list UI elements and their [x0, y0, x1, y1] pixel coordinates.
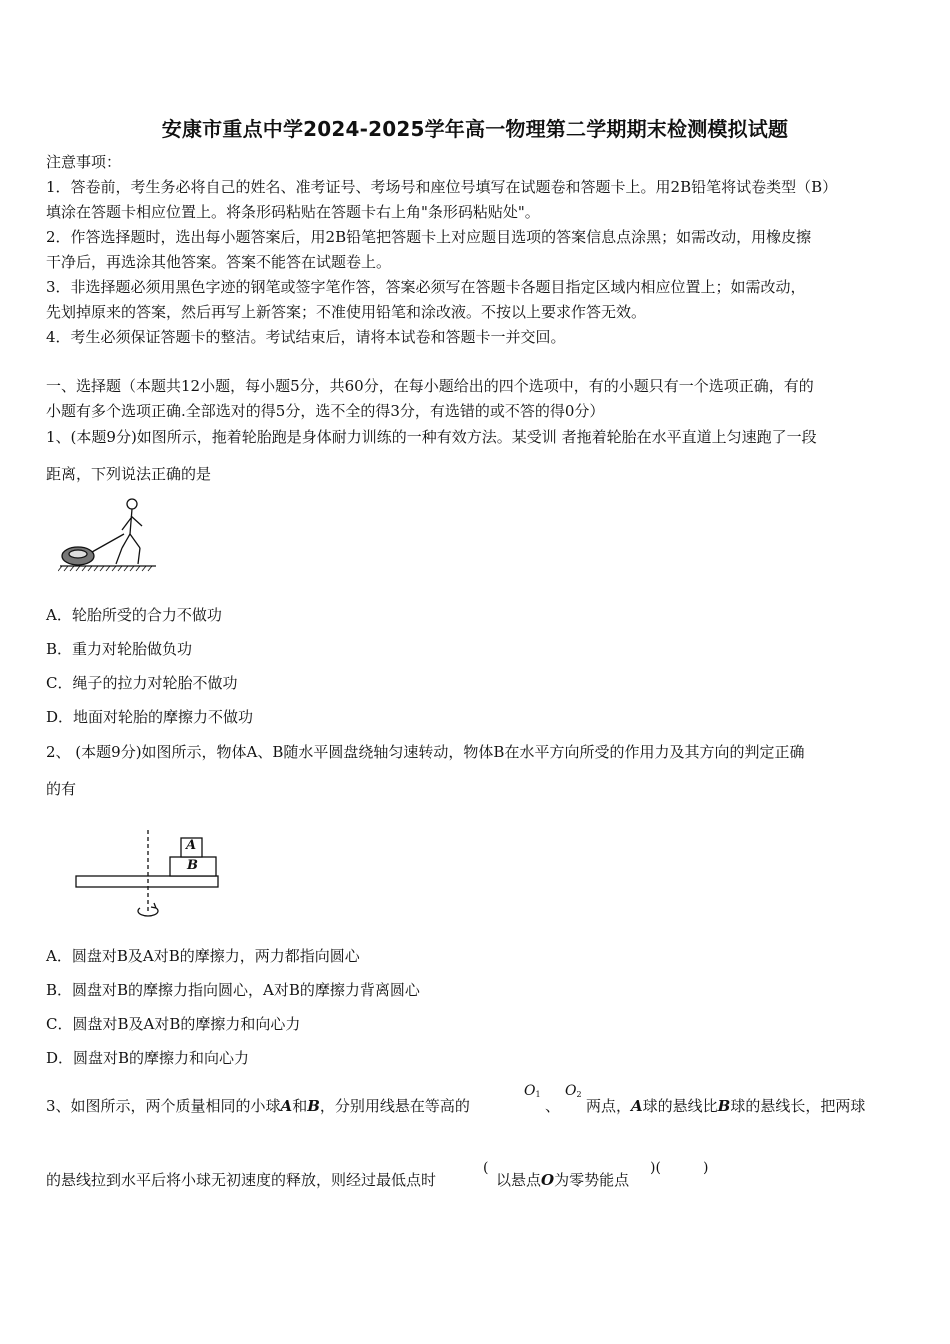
question-3-text: 以悬点 [496, 1171, 542, 1189]
paren-open: ( [483, 1160, 489, 1176]
notice-line: 3．非选择题必须用黑色字迹的钢笔或签字笔作答，答案必须写在答题卡各题目指定区域内相应位置上；如需改动， [46, 278, 806, 296]
point-o-symbol: O [541, 1171, 555, 1189]
question-3-separator: 、 [545, 1097, 561, 1115]
question-2-stem: 的有 [46, 780, 77, 798]
question-1-option: B．重力对轮胎做负功 [46, 640, 193, 658]
paren-close: )( [650, 1160, 661, 1176]
block-a-label: A [186, 838, 197, 853]
point-o1-symbol: $O_1$ [524, 1083, 541, 1099]
question-3-text: 球的悬线比 [642, 1097, 718, 1115]
question-2-option: A．圆盘对B及A对B的摩擦力，两力都指向圆心 [46, 947, 360, 965]
ball-a-symbol: A [280, 1097, 293, 1115]
question-3-text: 球的悬线长，把两球 [730, 1097, 866, 1115]
question-1-stem: 1、(本题9分)如图所示，拖着轮胎跑是身体耐力训练的一种有效方法。某受训 者拖着轮胎在水平直道上匀速跑了一段 [46, 428, 817, 446]
section-heading-line: 小题有多个选项正确.全部选对的得5分，选不全的得3分，有选错的或不答的得0分） [46, 402, 605, 420]
notice-line: 先划掉原来的答案，然后再写上新答案；不准使用铅笔和涂改液。不按以上要求作答无效。 [46, 303, 647, 321]
question-2-stem: 2、 (本题9分)如图所示，物体A、B随水平圆盘绕轴匀速转动，物体B在水平方向所受的作用力及其方向的判定正确 [46, 743, 805, 761]
question-2-option: B．圆盘对B的摩擦力指向圆心，A对B的摩擦力背离圆心 [46, 981, 420, 999]
point-o2-symbol: $O_2$ [565, 1083, 582, 1099]
notice-line: 2．作答选择题时，选出每小题答案后，用2B铅笔把答题卡上对应题目选项的答案信息点涂黑；如需改动，用橡皮擦 [46, 228, 812, 246]
ball-b-symbol: B [307, 1097, 320, 1115]
question-3-text: 3、如图所示，两个质量相同的小球 [46, 1097, 281, 1115]
question-1-option: A．轮胎所受的合力不做功 [46, 606, 222, 624]
question-3-text: ，分别用线悬在等高的 [319, 1097, 470, 1115]
question-2-option: D．圆盘对B的摩擦力和向心力 [46, 1049, 250, 1067]
notice-line: 1．答卷前，考生务必将自己的姓名、准考证号、考场号和座位号填写在试题卷和答题卡上。用2B铅笔将试卷类型（B） [46, 178, 838, 196]
question-2-option: C．圆盘对B及A对B的摩擦力和向心力 [46, 1015, 301, 1033]
notice-line: 干净后，再选涂其他答案。答案不能答在试题卷上。 [46, 253, 392, 271]
question-3-stem-line1-end [586, 1096, 865, 1116]
question-3-text: 为零势能点 [554, 1171, 630, 1189]
answer-blank-close: ) [703, 1160, 709, 1176]
ball-a-symbol: A [631, 1097, 643, 1115]
question-3-text: 两点， [586, 1097, 632, 1115]
question-1-stem: 距离，下列说法正确的是 [46, 465, 212, 483]
section-heading-line: 一、选择题（本题共12小题，每小题5分，共60分，在每小题给出的四个选项中，有的小题只有一个选项正确，有的 [46, 377, 814, 395]
block-b-label: B [187, 858, 198, 873]
question-1-option: C．绳子的拉力对轮胎不做功 [46, 674, 238, 692]
question-3-stem-line2-end [496, 1170, 629, 1190]
notice-heading: 注意事项： [46, 153, 122, 171]
page-title: 安康市重点中学2024-2025学年高一物理第二学期期末检测模拟试题 [161, 117, 789, 141]
notice-line: 填涂在答题卡相应位置上。将条形码粘贴在答题卡右上角"条形码粘贴处"。 [46, 203, 540, 221]
tire-drag-figure [58, 492, 158, 574]
question-3-stem-line2: 的悬线拉到水平后将小球无初速度的释放，则经过最低点时 [46, 1171, 437, 1189]
rotating-disc-figure [72, 828, 222, 924]
question-3-stem-line1 [46, 1096, 470, 1116]
question-3-text: 和 [292, 1097, 308, 1115]
question-1-option: D．地面对轮胎的摩擦力不做功 [46, 708, 254, 726]
ball-b-symbol: B [717, 1097, 731, 1115]
notice-line: 4．考生必须保证答题卡的整洁。考试结束后，请将本试卷和答题卡一并交回。 [46, 328, 566, 346]
